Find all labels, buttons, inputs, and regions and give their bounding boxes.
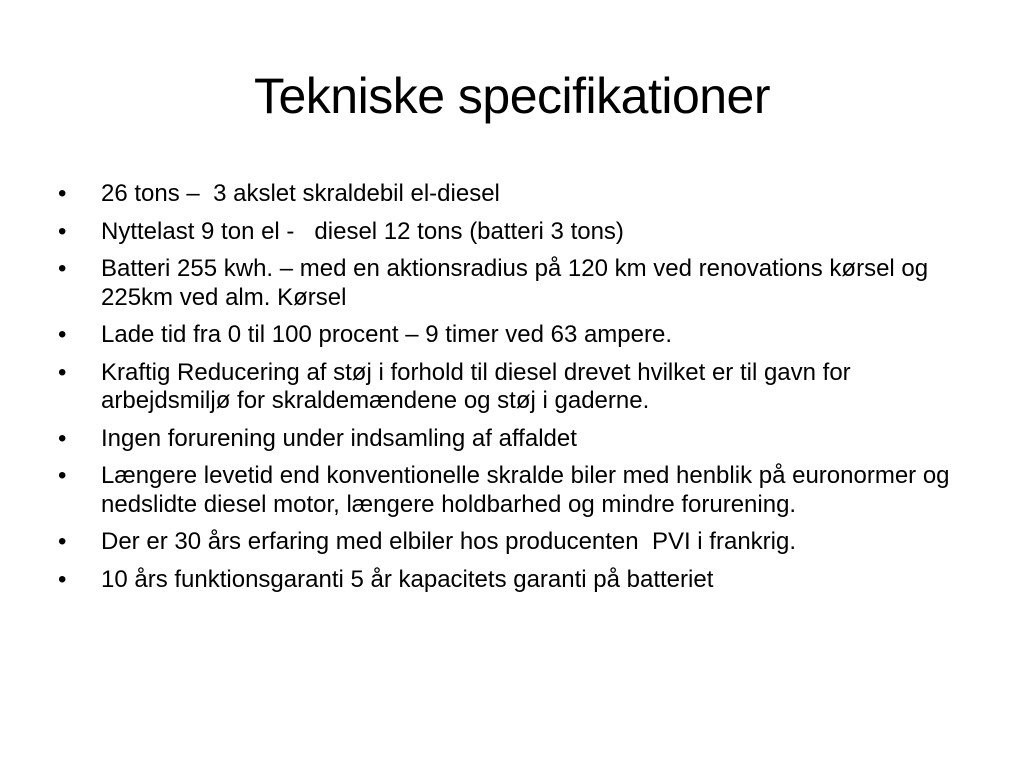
bullet-text: Batteri 255 kwh. – med en aktionsradius på 120 km ved renovations kørsel og 225km ved alm. Kørsel: [101, 255, 935, 311]
list-item: [58, 180, 978, 209]
bullet-text: 10 års funktionsgaranti 5 år kapacitets garanti på batteriet: [101, 565, 714, 593]
bullet-text: Længere levetid end konventionelle skralde biler med henblik på euronormer og nedslidte diesel motor, længere holdbarhed og mindre forurening.: [101, 462, 957, 518]
bullet-icon: •: [58, 321, 67, 348]
bullet-icon: •: [58, 255, 67, 282]
list-item: [58, 359, 978, 416]
list-item: [58, 218, 978, 247]
bullet-text: Kraftig Reducering af støj i forhold til diesel drevet hvilket er til gavn for arbejdsmiljø for skraldemændene og støj i gaderne.: [101, 358, 858, 414]
bullet-icon: •: [58, 180, 67, 207]
bullet-icon: •: [58, 424, 67, 452]
list-item: [58, 528, 978, 557]
bullet-icon: •: [58, 462, 67, 489]
list-item: [58, 566, 978, 595]
list-item: [58, 255, 978, 312]
bullet-text: Nyttelast 9 ton el - diesel 12 tons (batteri 3 tons): [101, 217, 624, 245]
bullet-icon: •: [58, 528, 67, 555]
list-item: [58, 425, 978, 454]
bullet-icon: •: [58, 565, 67, 593]
bullet-text: 26 tons – 3 akslet skraldebil el-diesel: [101, 180, 500, 207]
bullet-icon: •: [58, 358, 67, 386]
list-item: [58, 321, 978, 350]
bullet-icon: •: [58, 217, 67, 245]
bullet-list: [58, 180, 978, 603]
bullet-text: Der er 30 års erfaring med elbiler hos producenten PVI i frankrig.: [101, 528, 797, 555]
bullet-text: Lade tid fra 0 til 100 procent – 9 timer ved 63 ampere.: [101, 321, 672, 348]
list-item: [58, 462, 978, 519]
slide-title: Tekniske specifikationer: [253, 68, 771, 124]
bullet-text: Ingen forurening under indsamling af affaldet: [101, 424, 577, 452]
